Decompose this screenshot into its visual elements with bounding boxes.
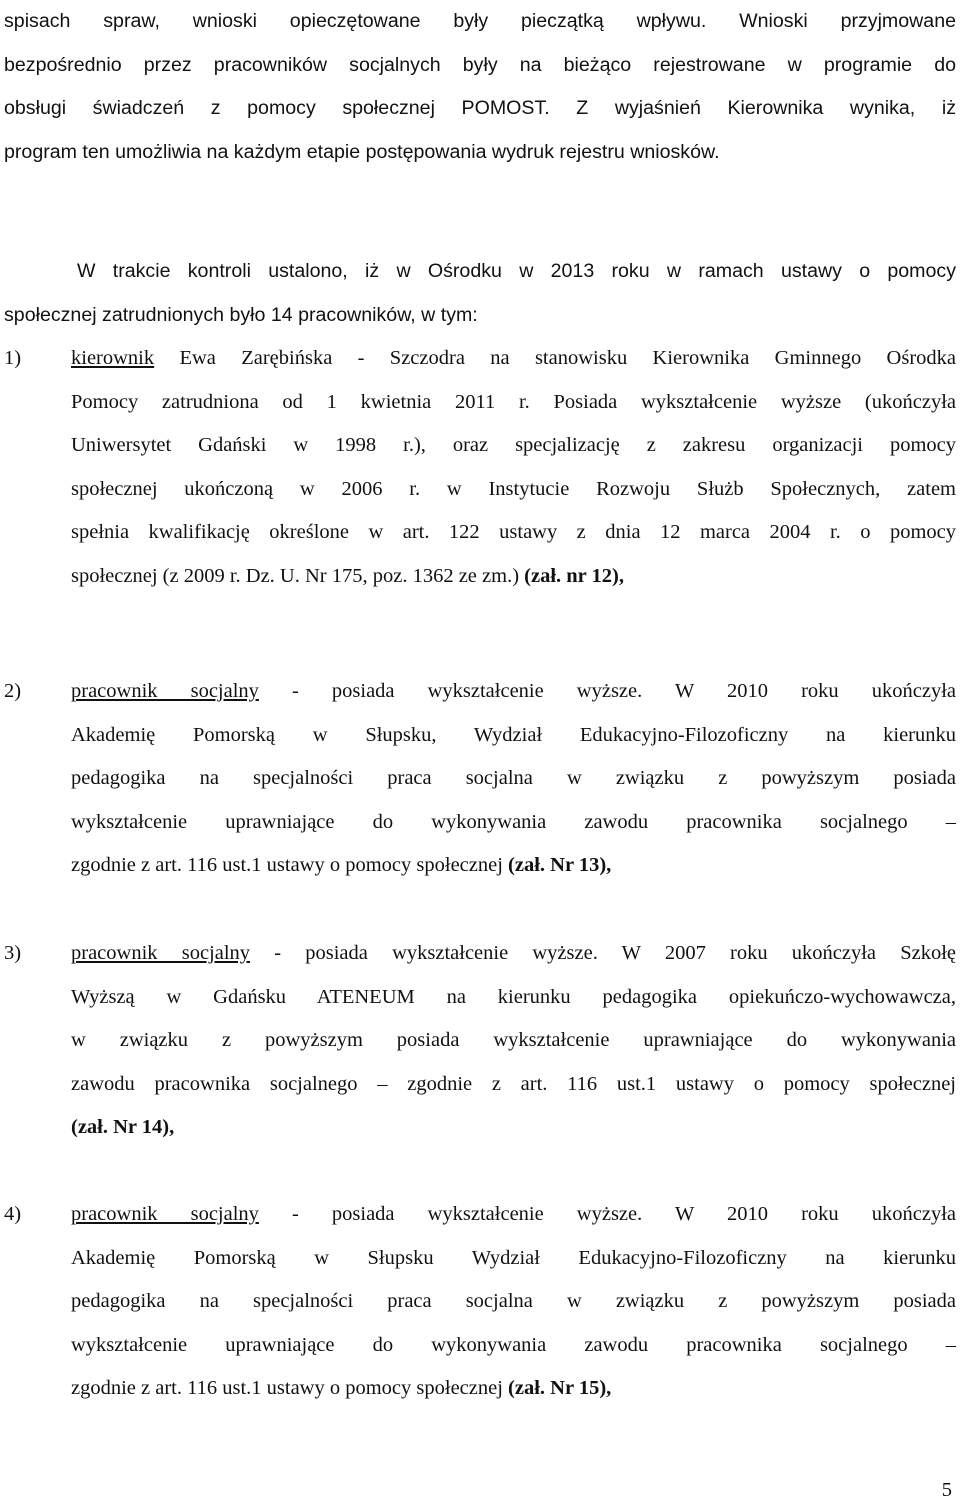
text-line: Akademię Pomorską w Słupsku Wydział Edukacyjno-Filozoficzny na kierunku [71,1246,956,1269]
text-segment: - posiada wykształcenie wyższe. W 2010 roku ukończyła [258,680,956,702]
text-line: pedagogika na specjalności praca socjalna w związku z powyższym posiada [71,767,956,789]
list-item [4,1193,956,1411]
intro-paragraph [4,250,956,337]
text-line [71,670,956,714]
item-number: 2) [4,680,22,702]
text-line: spełnia kwalifikację określone w art. 122 ustawy z dnia 12 marca 2004 r. o pomocy [71,521,956,543]
text-line: Pomocy zatrudniona od 1 kwietnia 2011 r. Posiada wykształcenie wyższe (ukończyła [71,390,956,413]
text-line: w związku z powyższym posiada wykształcenie uprawniające do wykonywania [71,1029,956,1051]
item-role: pracownik socjalny [71,1203,259,1225]
list-item [4,670,956,888]
text-line [71,844,956,888]
text-segment: - posiada wykształcenie wyższe. W 2010 roku ukończyła [258,1203,956,1225]
list-item [4,932,956,1150]
page-number: 5 [941,1479,952,1501]
text-line [71,1193,956,1237]
attachment-ref: (zał. Nr 15), [508,1377,612,1399]
list-item [4,337,956,598]
attachment-ref: (zał. nr 12), [524,564,624,587]
attachment-ref: (zał. Nr 13), [508,854,612,876]
text-line: spisach spraw, wnioski opieczętowane były pieczątką wpływu. Wnioski przyjmowane [4,10,956,32]
item-body [71,932,956,1150]
text-line [71,1367,956,1411]
attachment-ref: (zał. Nr 14), [71,1116,175,1138]
text-line: wykształcenie uprawniające do wykonywania zawodu pracownika socjalnego – [71,1333,956,1356]
text-line [4,250,956,294]
intro-line-1: W trakcie kontroli ustalono, iż w Ośrodku w 2013 roku w ramach ustawy o pomocy [77,260,956,282]
item-number: 1) [4,347,22,369]
top-paragraph [4,0,956,174]
text-line: pedagogika na specjalności praca socjalna w związku z powyższym posiada [71,1290,956,1312]
text-line [71,1106,956,1150]
item-body [71,1193,956,1411]
item-number: 4) [4,1203,22,1225]
item-number: 3) [4,942,22,964]
item-role: kierownik [71,347,155,369]
item-role: pracownik socjalny [71,942,251,964]
text-segment: zgodnie z art. 116 ust.1 ustawy o pomocy społecznej [71,1377,509,1399]
text-line: Wyższą w Gdańsku ATENEUM na kierunku pedagogika opiekuńczo-wychowawcza, [71,985,956,1008]
text-segment: Ewa Zarębińska - Szczodra na stanowisku Kierownika Gminnego Ośrodka [154,347,956,369]
text-line: wykształcenie uprawniające do wykonywania zawodu pracownika socjalnego – [71,810,956,833]
text-line [71,932,956,976]
text-line: zawodu pracownika socjalnego – zgodnie z art. 116 ust.1 ustawy o pomocy społecznej [71,1072,956,1095]
text-segment: - posiada wykształcenie wyższe. W 2007 roku ukończyła Szkołę [250,942,956,964]
text-line: obsługi świadczeń z pomocy społecznej POMOST. Z wyjaśnień Kierownika wynika, iż [4,97,956,119]
item-role: pracownik socjalny [71,680,259,702]
text-line: program ten umożliwia na każdym etapie postępowania wydruk rejestru wniosków. [4,140,720,163]
text-segment: społecznej (z 2009 r. Dz. U. Nr 175, poz. 1362 ze zm.) [71,564,525,587]
item-body [71,670,956,888]
text-line [71,555,956,599]
text-line: społecznej zatrudnionych było 14 pracowników, w tym: [4,303,478,326]
text-line [71,337,956,381]
text-line: bezpośrednio przez pracowników socjalnych były na bieżąco rejestrowane w programie do [4,53,956,76]
text-line: społecznej ukończoną w 2006 r. w Instytucie Rozwoju Służb Społecznych, zatem [71,477,956,500]
text-line: Akademię Pomorską w Słupsku, Wydział Edukacyjno-Filozoficzny na kierunku [71,723,956,746]
text-line: Uniwersytet Gdański w 1998 r.), oraz specjalizację z zakresu organizacji pomocy [71,434,956,456]
text-segment: zgodnie z art. 116 ust.1 ustawy o pomocy społecznej [71,854,509,876]
item-body [71,337,956,598]
